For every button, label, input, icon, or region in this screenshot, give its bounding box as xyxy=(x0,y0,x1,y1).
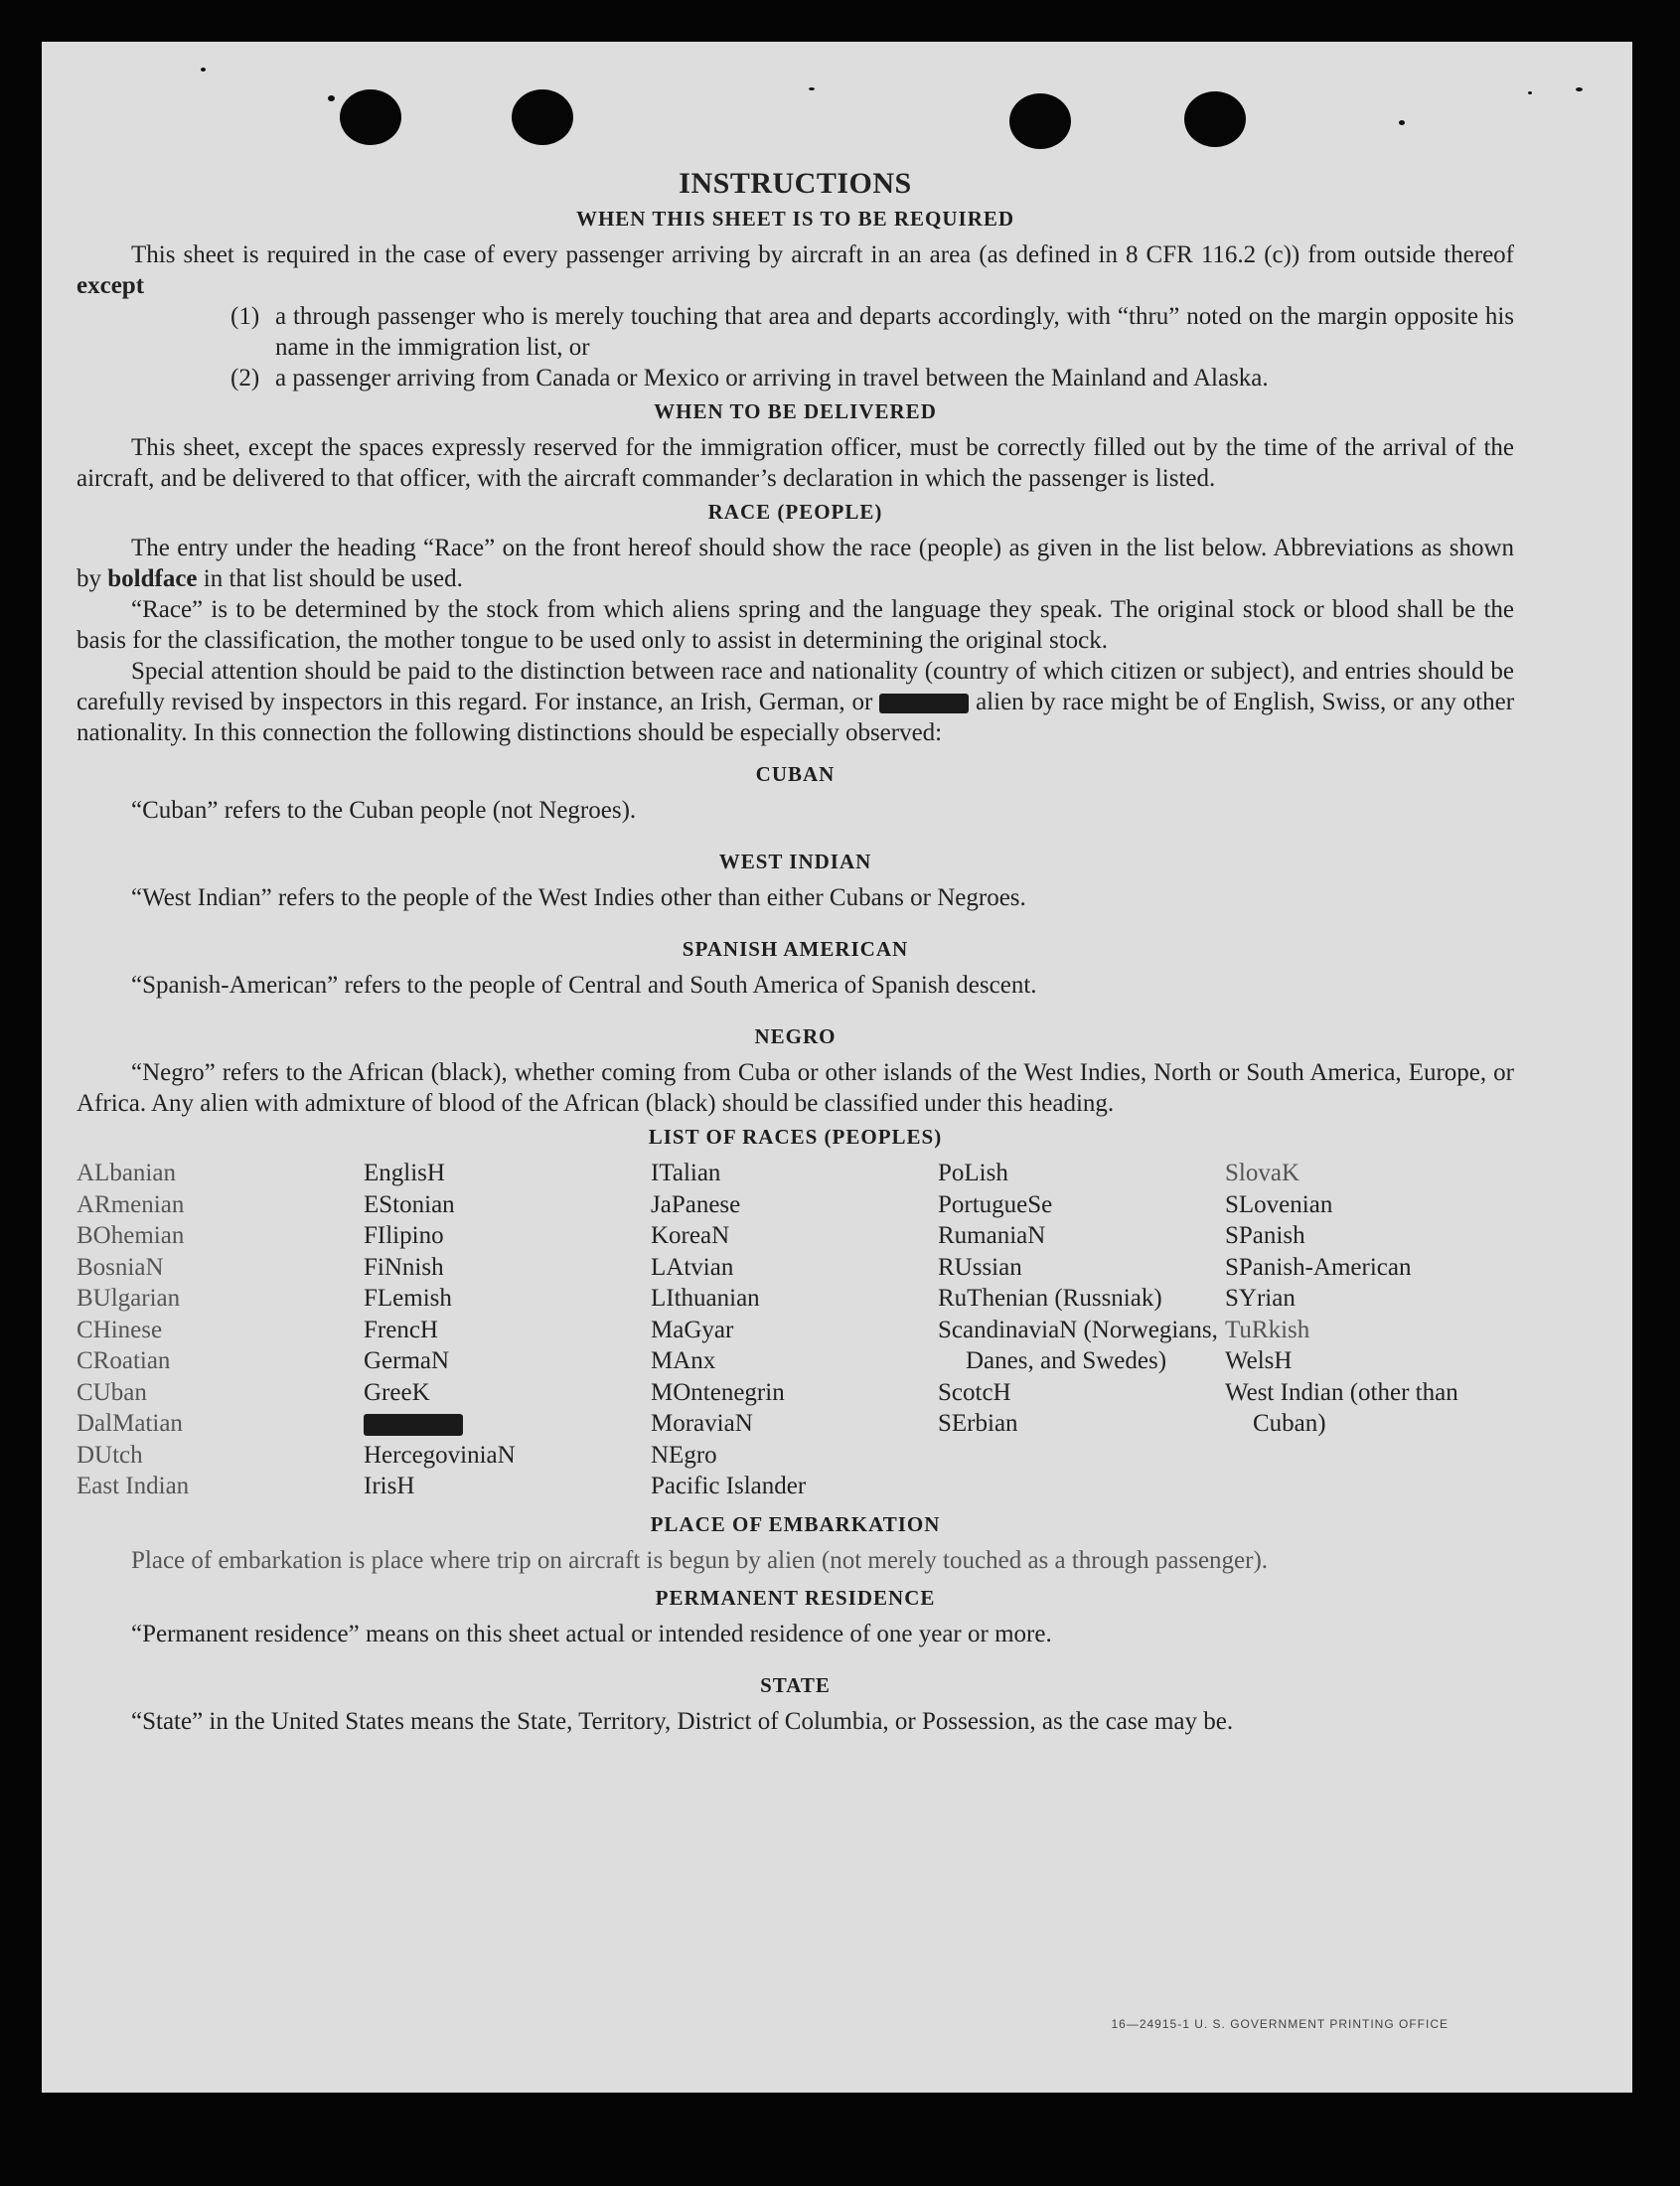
heading-race: RACE (PEOPLE) xyxy=(707,500,883,524)
exception-item-2: (2) a passenger arriving from Canada or Mexico or arriving in travel between the Mainland and Alaska. xyxy=(230,365,1269,391)
race-item: MoraviaN xyxy=(651,1410,753,1437)
race-item: TuRkish xyxy=(1225,1316,1310,1343)
races-column-3 xyxy=(651,1158,938,1502)
spanish-american-text: “Spanish-American” refers to the people of Central and South America of Spanish descent. xyxy=(131,972,1037,999)
heading-list-of-races: LIST OF RACES (PEOPLES) xyxy=(648,1125,943,1149)
race-item: WelsH xyxy=(1225,1347,1293,1374)
race-item: CRoatian xyxy=(76,1347,171,1374)
races-column-5 xyxy=(1225,1158,1514,1502)
race-item: KoreaN xyxy=(651,1222,730,1249)
heading-state: STATE xyxy=(760,1672,831,1697)
race-item: ARmenian xyxy=(76,1190,185,1218)
race-item: Pacific Islander xyxy=(651,1473,807,1499)
heading-when-required: WHEN THIS SHEET IS TO BE REQUIRED xyxy=(575,207,1015,231)
race-item: LIthuanian xyxy=(651,1285,760,1312)
dust-speck xyxy=(809,87,815,90)
punch-hole xyxy=(340,89,401,145)
dust-speck xyxy=(201,68,206,72)
dust-speck xyxy=(1528,91,1532,94)
race-item: FLemish xyxy=(364,1285,452,1312)
race-item: FIlipino xyxy=(364,1222,444,1249)
state-text: “State” in the United States means the State, Territory, District of Columbia, or Possession, as the case may be. xyxy=(131,1707,1234,1735)
instructions-content xyxy=(76,167,1514,1737)
race-item: RumaniaN xyxy=(938,1222,1046,1249)
race-item: SErbian xyxy=(938,1410,1018,1437)
when-required-intro: This sheet is required in the case of every passenger arriving by aircraft in an area (as defined in 8 CFR 116.2 (c)) from outside thereof except xyxy=(76,241,1514,299)
race-item: SLovenian xyxy=(1225,1190,1333,1218)
heading-west-indian: WEST INDIAN xyxy=(718,850,872,873)
race-item: FrencH xyxy=(364,1316,438,1343)
west-indian-text: “West Indian” refers to the people of the West Indies other than either Cubans or Negroes. xyxy=(131,884,1026,911)
race-item: MAnx xyxy=(651,1347,716,1374)
race-item: MaGyar xyxy=(651,1316,734,1343)
race-item: MOntenegrin xyxy=(651,1378,785,1406)
punch-hole xyxy=(1009,93,1071,149)
dust-speck xyxy=(328,95,335,101)
except-emphasis: except xyxy=(76,272,145,299)
races-column-1 xyxy=(76,1158,364,1502)
page-title: INSTRUCTIONS xyxy=(679,167,912,200)
race-item: NEgro xyxy=(651,1441,717,1469)
dust-speck xyxy=(1399,120,1405,125)
race-item: LAtvian xyxy=(651,1253,734,1281)
race-item: SYrian xyxy=(1225,1285,1296,1312)
race-item: CUban xyxy=(76,1378,147,1406)
heading-spanish-american: SPANISH AMERICAN xyxy=(682,937,909,961)
race-item: CHinese xyxy=(76,1316,163,1343)
punch-hole xyxy=(512,89,573,145)
exception-item-1: (1) a through passenger who is merely touching that area and departs accordingly, with “thru” noted on the margin opposite his name in the immigration list, or xyxy=(230,303,1514,361)
race-item: BUlgarian xyxy=(76,1285,181,1312)
race-item: SPanish xyxy=(1225,1222,1305,1249)
race-item: EStonian xyxy=(364,1190,455,1218)
race-item: PoLish xyxy=(938,1160,1008,1186)
race-item: EnglisH xyxy=(364,1160,445,1186)
race-item: PortugueSe xyxy=(938,1190,1053,1218)
heading-when-delivered: WHEN TO BE DELIVERED xyxy=(654,399,937,423)
race-item: HercegoviniaN xyxy=(364,1441,516,1469)
printing-office-footer: 16—24915-1 U. S. GOVERNMENT PRINTING OFFICE xyxy=(1111,2017,1449,2031)
race-paragraph-1: The entry under the heading “Race” on the front hereof should show the race (people) as given in the list below. Abbreviations as shown by boldface in that list should be used. xyxy=(76,535,1514,592)
negro-text: “Negro” refers to the African (black), whether coming from Cuba or other islands of the West Indies, North or South America, Europe, or Africa. Any alien with admixture of blood of the African (black) should be classified under this heading. xyxy=(76,1059,1514,1117)
race-paragraph-3: Special attention should be paid to the distinction between race and nationality (country of which citizen or subject), and entries should be carefully revised by inspectors in this regard. For instance, an Irish, German, or alien by race might be of English, Swiss, or any other nationality. In this connection the following distinctions should be especially observed: xyxy=(76,658,1515,746)
race-item: ScandinaviaN (Norwegians, Danes, and Swedes) xyxy=(938,1316,1218,1374)
race-item: GreeK xyxy=(364,1378,430,1406)
race-item-redacted xyxy=(364,1408,651,1440)
race-paragraph-2: “Race” is to be determined by the stock from which aliens spring and the language they speak. The original stock or blood shall be the basis for the classification, the mother tongue to be used only to assist in determining the original stock. xyxy=(76,596,1514,654)
cuban-text: “Cuban” refers to the Cuban people (not Negroes). xyxy=(131,797,637,824)
dust-speck xyxy=(1576,87,1583,91)
race-item: FiNnish xyxy=(364,1253,444,1281)
race-item: West Indian (other than Cuban) xyxy=(1225,1378,1458,1437)
race-item: GermaN xyxy=(364,1347,450,1374)
races-column-4 xyxy=(938,1158,1225,1502)
heading-embarkation: PLACE OF EMBARKATION xyxy=(650,1511,941,1536)
race-item: ALbanian xyxy=(76,1160,176,1186)
embarkation-text: Place of embarkation is place where trip on aircraft is begun by alien (not merely touched as a through passenger). xyxy=(131,1546,1269,1574)
heading-permanent-residence: PERMANENT RESIDENCE xyxy=(655,1585,936,1610)
redacted-word xyxy=(879,694,969,713)
punch-hole xyxy=(1184,91,1246,147)
races-column-2 xyxy=(364,1158,651,1502)
race-item: East Indian xyxy=(76,1473,190,1499)
race-item: SPanish-American xyxy=(1225,1253,1412,1281)
race-item: BOhemian xyxy=(76,1222,185,1249)
race-item: ITalian xyxy=(651,1160,721,1186)
race-item: SlovaK xyxy=(1225,1160,1299,1186)
when-delivered-text: This sheet, except the spaces expressly reserved for the immigration officer, must be correctly filled out by the time of the arrival of the aircraft, and be delivered to that officer, with the aircraft commander’s declaration in which the passenger is listed. xyxy=(76,434,1514,492)
race-item: BosniaN xyxy=(76,1253,164,1281)
race-item: JaPanese xyxy=(651,1190,741,1218)
races-list xyxy=(76,1158,1514,1502)
heading-negro: NEGRO xyxy=(754,1024,837,1048)
redacted-word xyxy=(364,1414,463,1436)
race-item: DUtch xyxy=(76,1441,143,1469)
permanent-residence-text: “Permanent residence” means on this sheet actual or intended residence of one year or more. xyxy=(131,1620,1052,1647)
race-item: ScotcH xyxy=(938,1378,1011,1406)
race-item: RuThenian (Russniak) xyxy=(938,1285,1162,1312)
race-item: RUssian xyxy=(938,1253,1022,1281)
race-item: IrisH xyxy=(364,1473,415,1499)
heading-cuban: CUBAN xyxy=(755,762,836,786)
race-item: DalMatian xyxy=(76,1410,183,1437)
document-page xyxy=(42,42,1632,2093)
